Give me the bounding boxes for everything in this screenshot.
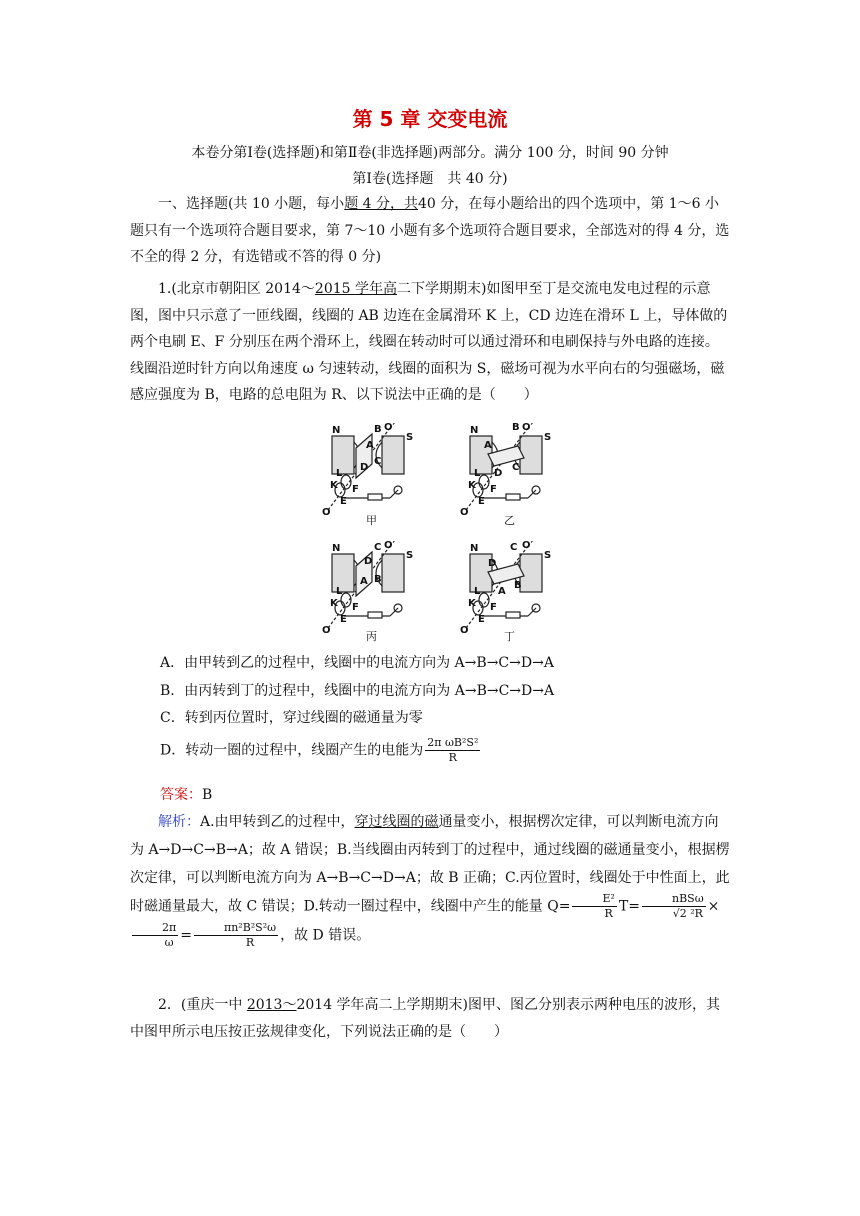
fraction-4-num: πn²B²S²ω	[194, 921, 278, 936]
question-2-stem	[130, 992, 730, 1045]
fig-bing-N: N	[332, 543, 341, 554]
fig-ding-F: F	[490, 602, 497, 613]
analysis-text-d: T=	[618, 898, 640, 915]
analysis-equals: =	[180, 927, 192, 944]
analysis-text-underlined: 穿过线圈的磁	[354, 814, 439, 830]
fraction-2-num: nBSω	[642, 892, 706, 907]
q2-text-a: 2．(重庆一中	[158, 997, 247, 1013]
fig-bing-C: C	[374, 542, 382, 553]
analysis-fraction-1	[572, 892, 616, 921]
fig-yi-C: C	[512, 462, 520, 473]
fig-bing-K: K	[330, 598, 338, 609]
analysis-text-a: A.由甲转到乙的过程中，	[200, 814, 355, 830]
fig-bing-E: E	[340, 614, 347, 625]
fig-ding-O2: O′	[522, 540, 534, 551]
q1-option-d-text: D．转动一圈的过程中，线圈产生的电能为	[160, 742, 424, 759]
fig-jia-D: D	[360, 462, 369, 473]
analysis-fraction-3	[132, 921, 178, 950]
fig-bing-S: S	[406, 550, 414, 561]
fig-yi-A: A	[484, 440, 492, 451]
part1-heading: 第Ⅰ卷(选择题 共 40 分)	[352, 171, 508, 187]
chapter-title: 第 5 章 交变电流	[352, 107, 508, 131]
fig-yi-N: N	[470, 425, 479, 436]
fig-jia-S: S	[406, 432, 414, 443]
fig-jia-L: L	[336, 468, 343, 479]
q1-text-a: 1.(北京市朝阳区 2014～	[158, 281, 315, 297]
section1-text-underlined: 题 4 分，共	[344, 196, 418, 212]
analysis-fraction-4	[194, 921, 278, 950]
fig-jia-N: N	[332, 425, 341, 436]
q1-answer	[160, 782, 760, 809]
fig-yi-F: F	[490, 484, 497, 495]
fig-ding-S: S	[544, 550, 552, 561]
fig-ding-B: B	[514, 580, 522, 591]
analysis-label: 解析：	[158, 814, 200, 830]
fraction-3-den: ω	[164, 936, 174, 949]
analysis-times: ×	[707, 898, 720, 915]
analysis-text-c: 通量变小，根据楞次定律，可以判断电流方向为 A→D→C→B→A；故 A 错误；B.当线圈由丙转到丁的过程中，通过线圈的磁通量变小，根据楞次定律，可以判断电流方向为 A→B→C→D→A；故 B 正确；C.丙位置时，线圈处于中性面上，此时磁通量最大，故 C 错误；D.转动一圈过程中，线圈中产生的能量 Q=	[130, 814, 730, 915]
section1-text-a: 一、选择题(共 10 小题，每小	[158, 196, 345, 212]
q1-option-b: B．由丙转到丁的过程中，线圈中的电流方向为 A→B→C→D→A	[160, 683, 555, 699]
fig-ding-C: C	[510, 542, 518, 553]
fig-yi-S: S	[544, 432, 552, 443]
analysis-text-e: ，故 D 错误。	[280, 927, 371, 944]
fraction-4-den: R	[245, 936, 255, 949]
question-1-stem	[130, 276, 730, 409]
fig-jia-B: B	[374, 424, 382, 435]
fig-ding-L: L	[474, 586, 481, 597]
fig-jia-A: A	[366, 440, 374, 451]
fig-yi-K: K	[468, 480, 476, 491]
section1-instructions	[130, 191, 730, 271]
q1-text-c: 二下学期期末)如图甲至丁是交流电发电过程的示意图，图中只示意了一匝线圈，线圈的 AB 边连在金属滑环 K 上，CD 边连在滑环 L 上，导体做的两个电刷 E、F 分别压在两个滑环上，线圈在转动时可以通过滑环和电刷保持与外电路的连接。线圈沿逆时针方向以角速度 ω 匀速转动，线圈的面积为 S，磁场可视为水平向右的匀强磁场，磁感应强度为 B，电路的总电阻为 R、以下说法中正确的是（ ）	[130, 281, 728, 403]
q2-text-c: 2014 学年高二上学期期末)图甲、图乙分别表示两种电压的波形，其中图甲所示电压按正弦规律变化，下列说法正确的是（ ）	[130, 997, 721, 1040]
fig-bing-A: A	[360, 576, 368, 587]
fig-ding-N: N	[470, 543, 479, 554]
q1-option-c: C．转到丙位置时，穿过线圈的磁通量为零	[160, 710, 423, 726]
fraction-1-num: E²	[572, 892, 616, 907]
answer-label: 答案：	[160, 787, 202, 803]
q1-analysis	[130, 808, 730, 950]
fig-label-yi: 乙	[504, 514, 515, 527]
fig-yi-O2: O′	[522, 422, 534, 433]
fig-bing-O2: O′	[384, 540, 396, 551]
fig-jia-K: K	[330, 480, 338, 491]
fig-ding-K: K	[468, 598, 476, 609]
fig-label-ding: 丁	[504, 630, 515, 642]
fig-yi-D: D	[494, 468, 503, 479]
fig-jia-C: C	[374, 456, 382, 467]
section1-text-c: 40 分，在每小题给出的四个选项中，第 1～6 小题只有一个选项符合题目要求，第 7～10 小题有多个选项符合题目要求，全部选对的得 4 分，选不全的得 2 分，有选错或不答的得 0 分)	[130, 196, 730, 265]
fig-jia-F: F	[352, 484, 359, 495]
fig-ding-O: O	[460, 625, 469, 636]
fig-ding-E: E	[478, 614, 485, 625]
fig-bing-B: B	[374, 574, 382, 585]
fig-jia-O: O	[322, 507, 331, 518]
generator-figure	[310, 418, 570, 642]
fraction-3-num: 2π	[132, 921, 178, 936]
fraction-1-den: R	[604, 907, 613, 920]
fig-jia-E: E	[340, 496, 347, 507]
fig-yi-L: L	[474, 468, 481, 479]
fig-yi-E: E	[478, 496, 485, 507]
q2-text-underlined: 2013～	[246, 997, 297, 1013]
fraction-2-den: √2 ²R	[672, 907, 703, 920]
analysis-fraction-2	[642, 892, 706, 921]
fig-jia-O2: O′	[384, 422, 396, 433]
q1-option-d	[160, 736, 482, 765]
fig-bing-D: D	[364, 556, 373, 567]
fig-label-jia: 甲	[366, 514, 377, 527]
answer-value: B	[202, 787, 213, 803]
fig-yi-B: B	[512, 422, 520, 433]
generator-diagrams	[310, 418, 570, 642]
fig-bing-L: L	[336, 586, 343, 597]
q1-option-a: A．由甲转到乙的过程中，线圈中的电流方向为 A→B→C→D→A	[160, 655, 554, 671]
fig-label-bing: 丙	[366, 630, 377, 642]
option-d-numerator: 2π ωB²S²	[427, 736, 479, 749]
option-d-denominator: R	[448, 751, 457, 764]
q1-text-underlined: 2015 学年高	[314, 281, 397, 297]
exam-intro: 本卷分第Ⅰ卷(选择题)和第Ⅱ卷(非选择题)两部分。满分 100 分，时间 90 分钟	[191, 145, 669, 161]
fig-yi-O: O	[460, 507, 469, 518]
fig-bing-O: O	[322, 625, 331, 636]
fig-bing-F: F	[352, 602, 359, 613]
fig-ding-D: D	[488, 558, 497, 569]
fig-ding-A: A	[498, 586, 506, 597]
option-d-fraction	[425, 736, 480, 765]
